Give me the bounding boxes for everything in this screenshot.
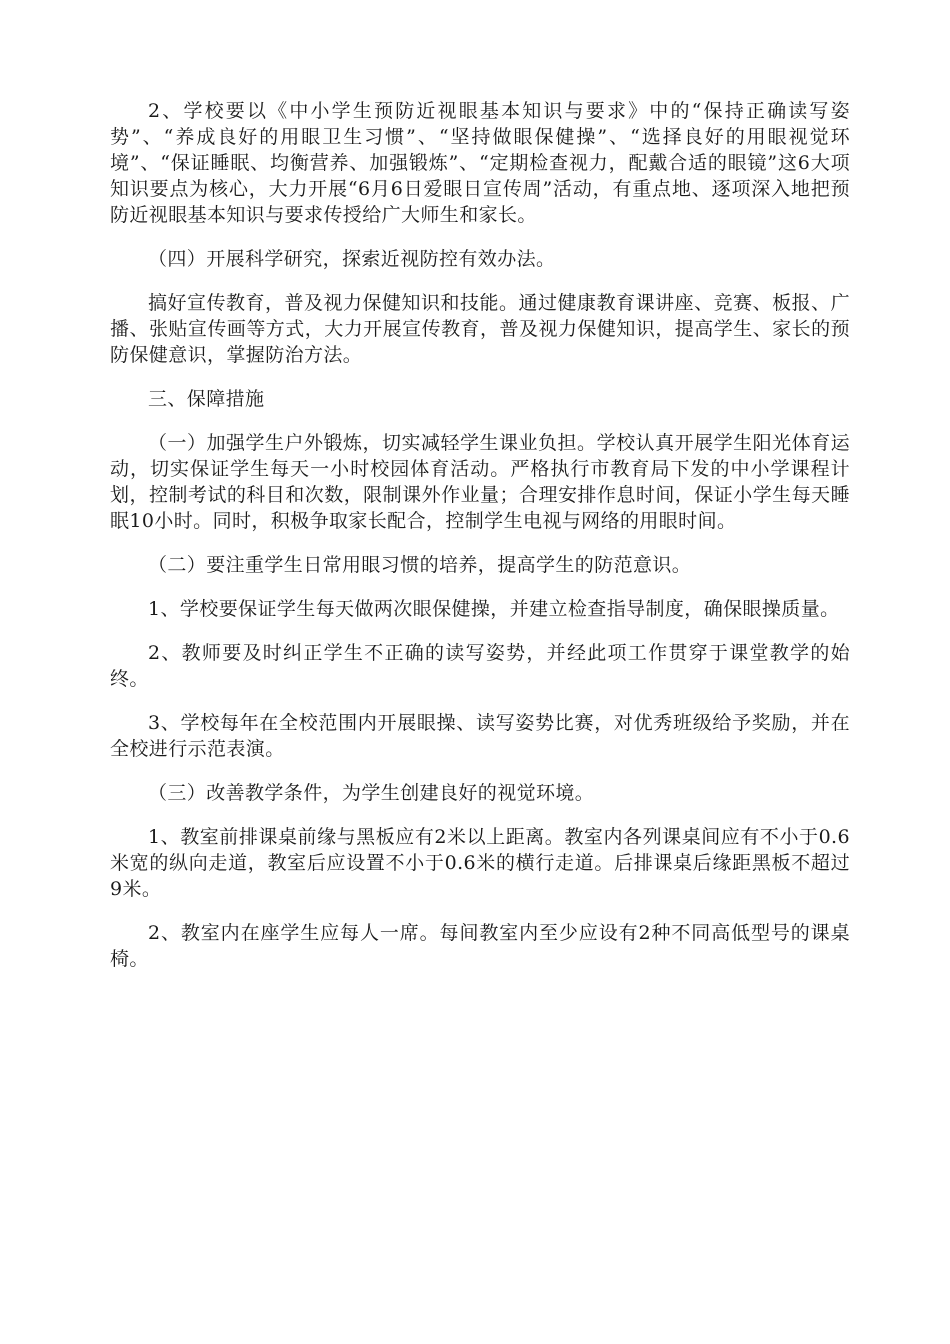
paragraph-eye-exercises: 1、学校要保证学生每天做两次眼保健操，并建立检查指导制度，确保眼操质量。 bbox=[148, 598, 840, 620]
heading-teaching-conditions: （三）改善教学条件，为学生创建良好的视觉环境。 bbox=[148, 782, 595, 804]
heading-eye-habits: （二）要注重学生日常用眼习惯的培养，提高学生的防范意识。 bbox=[148, 554, 692, 576]
document-body bbox=[110, 98, 850, 990]
paragraph-awareness-campaign: 2、学校要以《中小学生预防近视眼基本知识与要求》中的“保持正确读写姿势”、“养成良好的用眼卫生习惯”、“坚持做眼保健操”、“选择良好的用眼视觉环境”、“保证睡眠、均衡营养、加强锻炼”、“定期检查视力，配戴合适的眼镜”这6大项知识要点为核心，大力开展“6月6日爱眼日宣传周”活动，有重点地、逐项深入地把预防近视眼基本知识与要求传授给广大师生和家长。 bbox=[110, 100, 850, 226]
heading-safeguards: 三、保障措施 bbox=[148, 388, 265, 410]
heading-research: （四）开展科学研究，探索近视防控有效办法。 bbox=[148, 248, 556, 270]
paragraph-posture-correction: 2、教师要及时纠正学生不正确的读写姿势，并经此项工作贯穿于课堂教学的始终。 bbox=[110, 642, 850, 690]
paragraph-publicity: 搞好宣传教育，普及视力保健知识和技能。通过健康教育课讲座、竞赛、板报、广播、张贴宣传画等方式，大力开展宣传教育，普及视力保健知识，提高学生、家长的预防保健意识，掌握防治方法。 bbox=[110, 292, 850, 366]
paragraph-competition: 3、学校每年在全校范围内开展眼操、读写姿势比赛，对优秀班级给予奖励，并在全校进行示范表演。 bbox=[110, 712, 850, 760]
paragraph-outdoor-exercise: （一）加强学生户外锻炼，切实减轻学生课业负担。学校认真开展学生阳光体育运动，切实保证学生每天一小时校园体育活动。严格执行市教育局下发的中小学课程计划，控制考试的科目和次数，限制课外作业量；合理安排作息时间，保证小学生每天睡眠10小时。同时，积极争取家长配合，控制学生电视与网络的用眼时间。 bbox=[110, 432, 850, 532]
paragraph-classroom-layout: 1、教室前排课桌前缘与黑板应有2米以上距离。教室内各列课桌间应有不小于0.6米宽的纵向走道，教室后应设置不小于0.6米的横行走道。后排课桌后缘距黑板不超过9米。 bbox=[110, 826, 850, 900]
paragraph-desks-chairs: 2、教室内在座学生应每人一席。每间教室内至少应设有2种不同高低型号的课桌椅。 bbox=[110, 922, 850, 970]
